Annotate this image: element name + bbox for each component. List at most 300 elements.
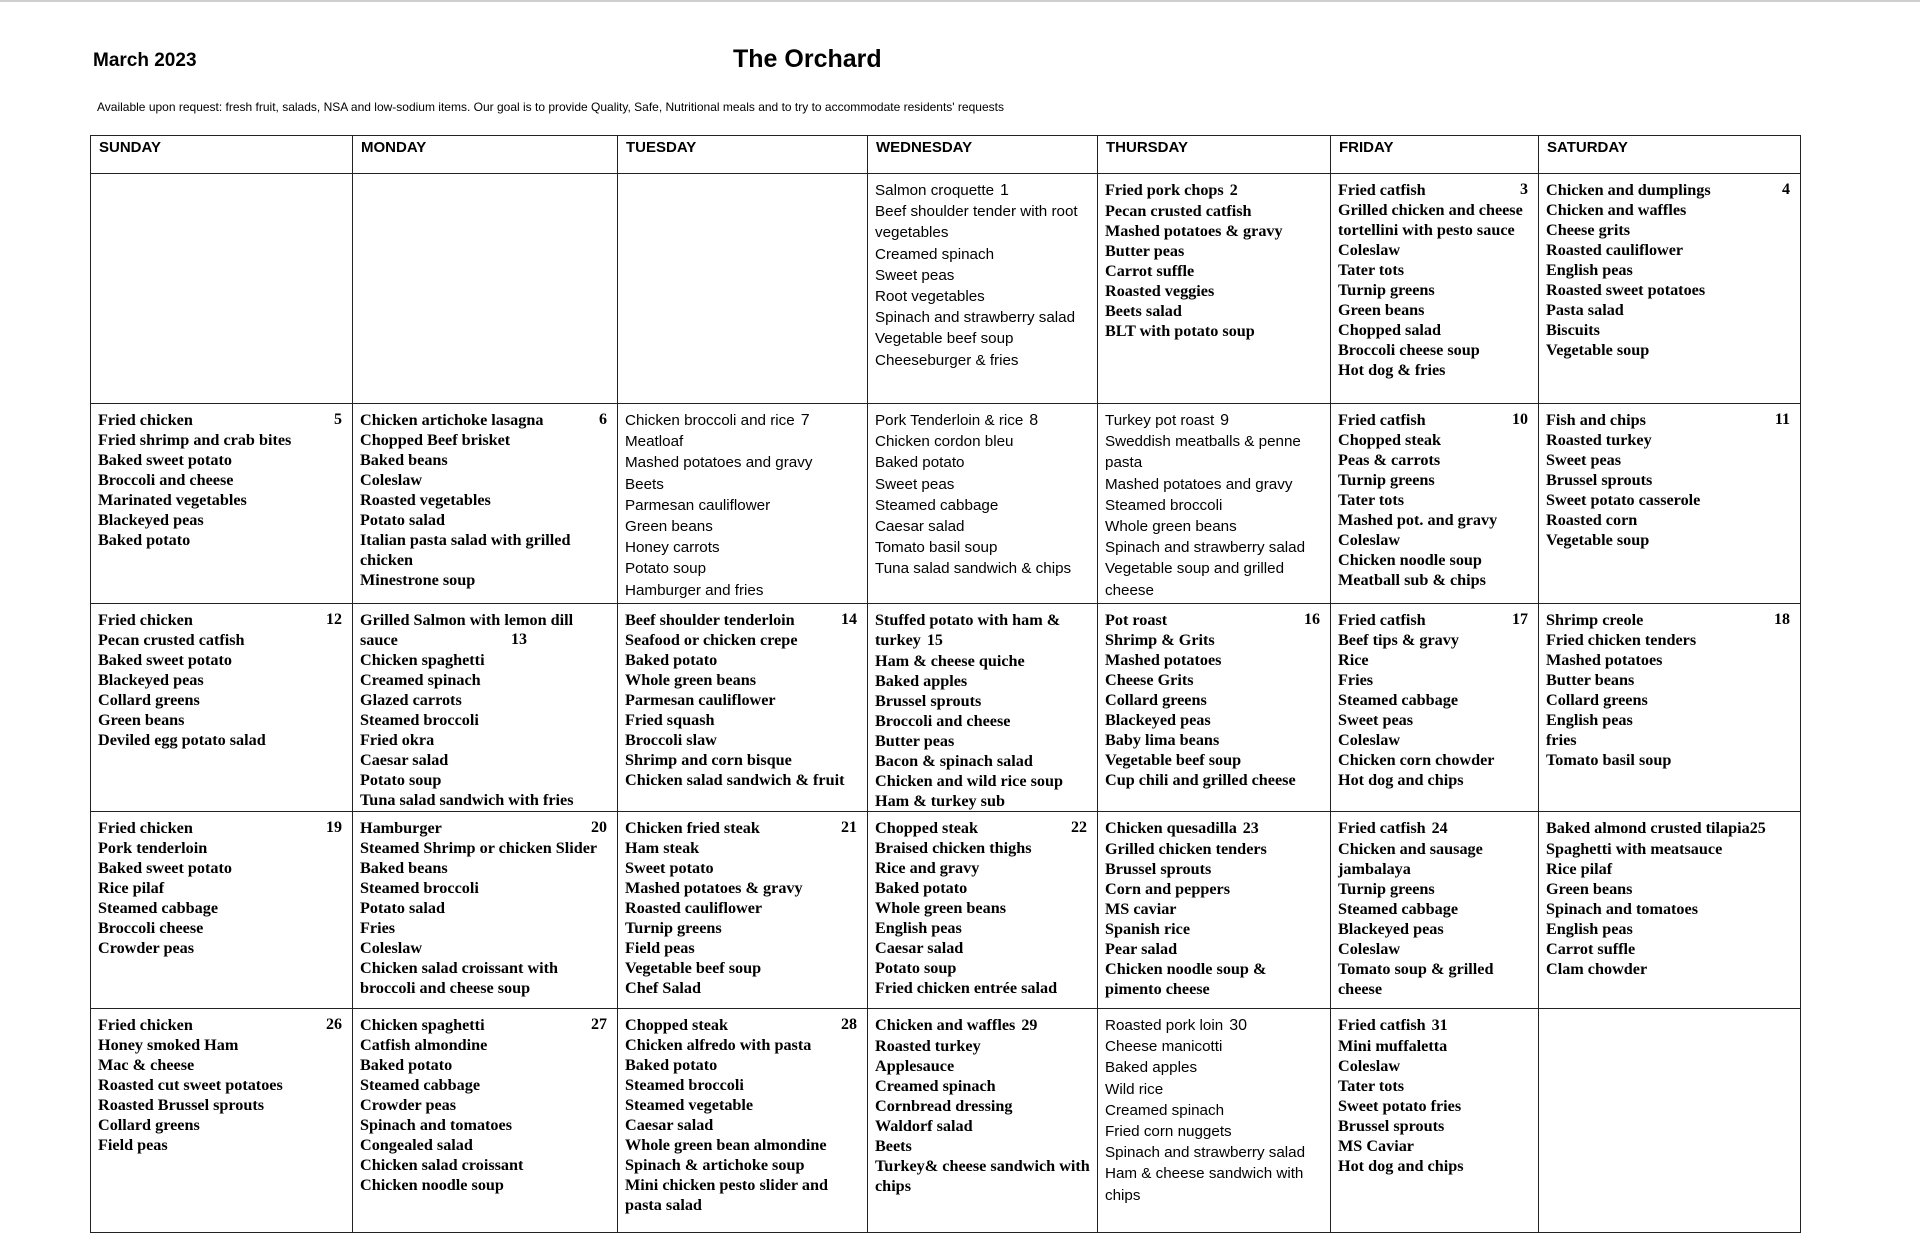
- menu-items: [868, 604, 1097, 811]
- day-number: 19: [326, 819, 342, 836]
- day-cell: [1331, 404, 1539, 604]
- weekday-header-tuesday: TUESDAY: [618, 136, 868, 174]
- menu-item: Fish and chips: [1546, 411, 1646, 429]
- menu-item: Fries: [1338, 671, 1374, 689]
- menu-item: Chicken noodle soup & pimento cheese: [1105, 960, 1267, 998]
- menu-item: Pecan crusted catfish: [98, 631, 245, 649]
- day-cell: [91, 174, 353, 404]
- menu-item: Potato salad: [360, 899, 445, 917]
- menu-item: Chicken and dumplings: [1546, 181, 1711, 199]
- menu-item: Whole green bean almondine: [625, 1136, 827, 1154]
- day-number: 3: [1520, 181, 1528, 198]
- menu-item: Steamed broccoli: [360, 711, 479, 729]
- menu-item: Baked potato: [875, 879, 968, 897]
- menu-item: Rice pilaf: [98, 879, 165, 897]
- menu-item: Tater tots: [1338, 261, 1405, 279]
- menu-item: Green beans: [1546, 880, 1633, 898]
- day-number: 24: [1431, 820, 1448, 837]
- menu-item: Fried catfish: [1338, 411, 1426, 429]
- menu-item: Baked potato: [625, 651, 718, 669]
- menu-item: Beef tips & gravy: [1338, 631, 1459, 649]
- menu-item: English peas: [1546, 711, 1633, 729]
- menu-item: Mini chicken pesto slider and pasta salad: [625, 1176, 828, 1214]
- menu-item: Hot dog and chips: [1338, 1157, 1464, 1175]
- menu-items: [618, 404, 867, 601]
- menu-items: [868, 404, 1097, 580]
- menu-item: Chicken salad croissant with broccoli and cheese soup: [360, 959, 559, 997]
- day-cell: [353, 604, 618, 812]
- menu-item: Hamburger and fries: [625, 581, 764, 599]
- day-cell: [868, 604, 1098, 812]
- menu-item: Baked potato: [625, 1056, 718, 1074]
- menu-item: Whole green beans: [875, 899, 1007, 917]
- menu-item: Butter peas: [1105, 242, 1185, 260]
- menu-item: Turkey& cheese sandwich with chips: [875, 1157, 1090, 1195]
- menu-item: Chicken cordon bleu: [875, 433, 1014, 451]
- day-number: 8: [1029, 412, 1039, 429]
- menu-item: Sweet potato casserole: [1546, 491, 1701, 509]
- menu-item: Butter peas: [875, 732, 955, 750]
- day-number: 7: [800, 412, 810, 429]
- menu-item: Cheeseburger & fries: [875, 351, 1019, 369]
- menu-item: Broccoli cheese: [98, 919, 204, 937]
- menu-item: Cheese Grits: [1105, 671, 1194, 689]
- day-number: 21: [841, 819, 857, 836]
- menu-item: Fried okra: [360, 731, 435, 749]
- day-number: 27: [591, 1016, 607, 1033]
- menu-item: Coleslaw: [360, 471, 423, 489]
- menu-items: [1098, 1009, 1330, 1206]
- menu-item: Green beans: [625, 518, 713, 536]
- menu-item: Coleslaw: [360, 939, 423, 957]
- menu-item: Tomato basil soup: [875, 539, 998, 557]
- menu-item: Baked sweet potato: [98, 451, 232, 469]
- menu-item: Peas & carrots: [1338, 451, 1441, 469]
- menu-items: [868, 812, 1097, 998]
- menu-item: Spinach and tomatoes: [1546, 900, 1699, 918]
- menu-items: [868, 174, 1097, 371]
- menu-item: Creamed spinach: [875, 1077, 996, 1095]
- weekday-header-sunday: SUNDAY: [91, 136, 353, 174]
- menu-item: Chopped steak: [875, 819, 978, 837]
- menu-items: [1539, 604, 1800, 770]
- menu-item: Cheese grits: [1546, 221, 1631, 239]
- menu-item: Potato soup: [625, 560, 707, 578]
- week-row: [91, 604, 1801, 812]
- menu-item: Turnip greens: [625, 919, 722, 937]
- menu-item: Corn and peppers: [1105, 880, 1231, 898]
- menu-item: Mini muffaletta: [1338, 1037, 1448, 1055]
- day-number: 29: [1021, 1017, 1038, 1034]
- menu-item: Cup chili and grilled cheese: [1105, 771, 1296, 789]
- menu-item: Pecan crusted catfish: [1105, 202, 1252, 220]
- day-cell: [1331, 812, 1539, 1009]
- menu-item: Carrot suffle: [1105, 262, 1195, 280]
- menu-item: Turnip greens: [1338, 880, 1435, 898]
- menu-item: Clam chowder: [1546, 960, 1648, 978]
- menu-item: Spinach & artichoke soup: [625, 1156, 805, 1174]
- menu-item: English peas: [875, 919, 962, 937]
- menu-item: Spanish rice: [1105, 920, 1191, 938]
- day-cell: [618, 604, 868, 812]
- day-number: 5: [334, 411, 342, 428]
- menu-items: [353, 604, 617, 810]
- weekday-header-saturday: SATURDAY: [1539, 136, 1801, 174]
- menu-item: Roasted turkey: [1546, 431, 1652, 449]
- menu-item: Beef shoulder tenderloin: [625, 611, 795, 629]
- menu-item: Baked sweet potato: [98, 859, 232, 877]
- menu-item: BLT with potato soup: [1105, 322, 1255, 340]
- menu-item: Chef Salad: [625, 979, 702, 997]
- day-number: 20: [591, 819, 607, 836]
- menu-item: Blackeyed peas: [1105, 711, 1211, 729]
- menu-items: [1098, 604, 1330, 790]
- day-cell: [1098, 604, 1331, 812]
- menu-item: Sweet peas: [875, 475, 955, 493]
- menu-item: Pear salad: [1105, 940, 1178, 958]
- menu-item: Mac & cheese: [98, 1056, 195, 1074]
- day-number: 6: [599, 411, 607, 428]
- menu-item: Turnip greens: [1338, 471, 1435, 489]
- menu-item: Root vegetables: [875, 288, 985, 306]
- day-number: 1: [1000, 182, 1009, 199]
- menu-items: [1098, 174, 1330, 341]
- availability-note: Available upon request: fresh fruit, salads, NSA and low-sodium items. Our goal is to provide Quality, Safe, Nutritional meals and to try to accommodate residents' requests: [97, 100, 1004, 114]
- menu-item: Chopped salad: [1338, 321, 1442, 339]
- menu-item: Honey smoked Ham: [98, 1036, 239, 1054]
- menu-item: Roasted cauliflower: [625, 899, 763, 917]
- menu-items: [353, 1009, 617, 1195]
- day-number: 22: [1071, 819, 1087, 836]
- day-cell: [1331, 604, 1539, 812]
- menu-item: Fried catfish 24: [1338, 819, 1448, 837]
- menu-item: Potato salad: [360, 511, 445, 529]
- menu-item: Butter beans: [1546, 671, 1635, 689]
- menu-item: Catfish almondine: [360, 1036, 488, 1054]
- menu-item: Sweet potato fries: [1338, 1097, 1462, 1115]
- day-number: 15: [926, 632, 943, 649]
- menu-item: Minestrone soup: [360, 571, 476, 589]
- menu-item: Chicken noodle soup: [360, 1176, 504, 1194]
- menu-item: Whole green beans: [625, 671, 757, 689]
- menu-item: MS caviar: [1105, 900, 1177, 918]
- menu-item: Tater tots: [1338, 491, 1405, 509]
- menu-items: [91, 604, 352, 750]
- menu-item: Roasted pork loin 30: [1105, 1017, 1247, 1034]
- menu-item: Mashed potatoes & gravy: [1105, 222, 1283, 240]
- day-cell: [1539, 604, 1801, 812]
- day-cell: [353, 174, 618, 404]
- menu-item: Chicken corn chowder: [1338, 751, 1495, 769]
- menu-items: [618, 1009, 867, 1215]
- menu-item: Chicken and waffles 29: [875, 1016, 1038, 1034]
- weekday-header-wednesday: WEDNESDAY: [868, 136, 1098, 174]
- menu-item: Fried chicken: [98, 411, 193, 429]
- menu-item: Crowder peas: [360, 1096, 457, 1114]
- day-cell: [1331, 174, 1539, 404]
- menu-item: Turnip greens: [1338, 281, 1435, 299]
- day-number: 25: [1749, 820, 1766, 837]
- menu-item: English peas: [1546, 920, 1633, 938]
- menu-item: Spinach and strawberry salad: [875, 309, 1076, 327]
- day-cell: [1098, 1009, 1331, 1233]
- menu-item: Cheese manicotti: [1105, 1038, 1223, 1056]
- menu-item: Field peas: [625, 939, 695, 957]
- menu-item: Fried catfish: [1338, 181, 1426, 199]
- menu-item: Fried chicken tenders: [1546, 631, 1697, 649]
- day-cell: [618, 812, 868, 1009]
- menu-item: Pasta salad: [1546, 301, 1624, 319]
- menu-item: Baked sweet potato: [98, 651, 232, 669]
- menu-item: Congealed salad: [360, 1136, 473, 1154]
- menu-item: Potato soup: [875, 959, 957, 977]
- menu-item: Salmon croquette 1: [875, 182, 1009, 199]
- menu-item: Creamed spinach: [1105, 1101, 1225, 1119]
- menu-item: Beets: [875, 1137, 912, 1155]
- menu-item: Roasted corn: [1546, 511, 1638, 529]
- menu-item: English peas: [1546, 261, 1633, 279]
- menu-item: Roasted cauliflower: [1546, 241, 1684, 259]
- day-number: 30: [1229, 1017, 1247, 1034]
- menu-item: Mashed potatoes and gravy: [1105, 475, 1293, 493]
- menu-item: Chicken fried steak: [625, 819, 760, 837]
- menu-item: Tomato basil soup: [1546, 751, 1672, 769]
- menu-item: Parmesan cauliflower: [625, 496, 771, 514]
- menu-item: Ham & cheese sandwich with chips: [1105, 1165, 1304, 1204]
- menu-item: Crowder peas: [98, 939, 195, 957]
- menu-item: Steamed broccoli: [1105, 496, 1223, 514]
- menu-item: Broccoli cheese soup: [1338, 341, 1480, 359]
- menu-item: Fried corn nuggets: [1105, 1123, 1232, 1141]
- menu-month: March 2023: [93, 50, 197, 71]
- week-row: [91, 404, 1801, 604]
- menu-item: Fried pork chops 2: [1105, 181, 1238, 199]
- menu-item: Fried chicken: [98, 1016, 193, 1034]
- menu-item: Braised chicken thighs: [875, 839, 1032, 857]
- top-border-line: [0, 0, 1920, 2]
- menu-item: Mashed pot. and gravy: [1338, 511, 1498, 529]
- menu-item: Tater tots: [1338, 1077, 1405, 1095]
- facility-title: The Orchard: [733, 45, 882, 73]
- menu-item: Fried chicken: [98, 819, 193, 837]
- menu-items: [618, 812, 867, 998]
- menu-items: [1331, 1009, 1538, 1176]
- menu-item: Ham & turkey sub: [875, 792, 1005, 810]
- day-cell: [353, 1009, 618, 1233]
- menu-item: Bacon & spinach salad: [875, 752, 1033, 770]
- menu-item: Sweet peas: [1546, 451, 1622, 469]
- menu-item: Meatloaf: [625, 433, 684, 451]
- menu-item: Broccoli slaw: [625, 731, 717, 749]
- menu-items: [1331, 812, 1538, 999]
- menu-item: Biscuits: [1546, 321, 1600, 339]
- day-number: 23: [1242, 820, 1259, 837]
- day-cell: [868, 1009, 1098, 1233]
- menu-item: Pork tenderloin: [98, 839, 208, 857]
- menu-item: Vegetable beef soup: [1105, 751, 1242, 769]
- day-number: 10: [1512, 411, 1528, 428]
- menu-item: Shrimp & Grits: [1105, 631, 1215, 649]
- week-row: [91, 812, 1801, 1009]
- menu-item: Spinach and tomatoes: [360, 1116, 513, 1134]
- menu-item: Shrimp and corn bisque: [625, 751, 792, 769]
- menu-item: Sweddish meatballs & penne pasta: [1105, 433, 1301, 472]
- menu-item: Sweet peas: [875, 266, 955, 284]
- menu-item: Steamed broccoli: [625, 1076, 744, 1094]
- menu-item: Parmesan cauliflower: [625, 691, 776, 709]
- menu-item: Wild rice: [1105, 1080, 1164, 1098]
- menu-item: Creamed spinach: [360, 671, 481, 689]
- menu-item: Fried catfish 31: [1338, 1016, 1448, 1034]
- menu-item: Rice: [1338, 651, 1369, 669]
- day-cell: [1331, 1009, 1539, 1233]
- menu-item: Blackeyed peas: [98, 511, 204, 529]
- menu-item: Chicken quesadilla 23: [1105, 819, 1259, 837]
- menu-item: Steamed cabbage: [875, 496, 999, 514]
- menu-item: Broccoli and cheese: [875, 712, 1011, 730]
- day-cell: [868, 812, 1098, 1009]
- menu-item: Collard greens: [1105, 691, 1207, 709]
- menu-item: Chicken alfredo with pasta: [625, 1036, 812, 1054]
- menu-item: Baby lima beans: [1105, 731, 1220, 749]
- menu-item: Glazed carrots: [360, 691, 462, 709]
- menu-item: Tuna salad sandwich & chips: [875, 560, 1072, 578]
- day-number: 2: [1229, 182, 1238, 199]
- menu-item: Green beans: [98, 711, 185, 729]
- menu-item: Broccoli and cheese: [98, 471, 234, 489]
- menu-item: Spaghetti with meatsauce: [1546, 840, 1723, 858]
- menu-item: Creamed spinach: [875, 245, 995, 263]
- menu-item: Coleslaw: [1338, 731, 1401, 749]
- day-cell: [91, 604, 353, 812]
- day-number: 18: [1774, 611, 1790, 628]
- menu-item: Fried catfish: [1338, 611, 1426, 629]
- menu-item: Brussel sprouts: [1105, 860, 1212, 878]
- day-cell: [1539, 404, 1801, 604]
- menu-item: Vegetable soup: [1546, 341, 1650, 359]
- menu-item: Fried chicken: [98, 611, 193, 629]
- menu-item: Spinach and strawberry salad: [1105, 1144, 1306, 1162]
- menu-item: Roasted vegetables: [360, 491, 491, 509]
- day-cell: [91, 1009, 353, 1233]
- menu-item: Vegetable soup and grilled cheese: [1105, 560, 1285, 599]
- menu-item: Steamed vegetable: [625, 1096, 754, 1114]
- weekday-header-monday: MONDAY: [353, 136, 618, 174]
- menu-item: Waldorf salad: [875, 1117, 973, 1135]
- menu-item: Green beans: [1338, 301, 1425, 319]
- menu-item: Sweet potato: [625, 859, 714, 877]
- menu-items: [1539, 174, 1800, 360]
- day-number: 28: [841, 1016, 857, 1033]
- day-number: 16: [1304, 611, 1320, 628]
- menu-item: Fries: [360, 919, 396, 937]
- menu-item: Chicken salad sandwich & fruit: [625, 771, 845, 789]
- menu-item: Grilled chicken tenders: [1105, 840, 1267, 858]
- menu-items: [91, 812, 352, 958]
- menu-item: Italian pasta salad with grilled chicken: [360, 531, 571, 569]
- menu-item: Baked apples: [1105, 1059, 1198, 1077]
- menu-item: Blackeyed peas: [1338, 920, 1444, 938]
- menu-items: [1331, 404, 1538, 590]
- day-cell: [353, 812, 618, 1009]
- day-number: 11: [1774, 411, 1790, 428]
- menu-item: Vegetable beef soup: [625, 959, 762, 977]
- menu-item: Baked beans: [360, 859, 448, 877]
- menu-item: Fried squash: [625, 711, 715, 729]
- day-cell: [618, 1009, 868, 1233]
- menu-item: Hot dog & fries: [1338, 361, 1446, 379]
- menu-items: [618, 604, 867, 790]
- menu-item: Honey carrots: [625, 539, 720, 557]
- menu-item: Baked almond crusted tilapia25: [1546, 819, 1766, 837]
- menu-item: Baked potato: [875, 454, 965, 472]
- day-number: 17: [1512, 611, 1528, 628]
- menu-item: Coleslaw: [1338, 1057, 1401, 1075]
- menu-item: Roasted veggies: [1105, 282, 1215, 300]
- menu-item: Spinach and strawberry salad: [1105, 539, 1306, 557]
- menu-item: Chopped steak: [625, 1016, 728, 1034]
- day-cell: [91, 812, 353, 1009]
- menu-item: Coleslaw: [1338, 940, 1401, 958]
- menu-item: Mashed potatoes & gravy: [625, 879, 803, 897]
- menu-item: Steamed broccoli: [360, 879, 479, 897]
- menu-item: Caesar salad: [875, 939, 964, 957]
- day-cell: [868, 404, 1098, 604]
- menu-item: Mashed potatoes and gravy: [625, 454, 813, 472]
- weekday-header-friday: FRIDAY: [1331, 136, 1539, 174]
- day-cell: [91, 404, 353, 604]
- menu-item: Pot roast: [1105, 611, 1168, 629]
- menu-item: Baked apples: [875, 672, 968, 690]
- menu-items: [91, 174, 352, 180]
- menu-item: Vegetable soup: [1546, 531, 1650, 549]
- day-number: 12: [326, 611, 342, 628]
- day-number: 4: [1782, 181, 1790, 198]
- menu-item: Fried shrimp and crab bites: [98, 431, 292, 449]
- day-number: 31: [1431, 1017, 1448, 1034]
- menu-item: Chicken artichoke lasagna: [360, 411, 544, 429]
- menu-item: Ham steak: [625, 839, 700, 857]
- menu-item: Roasted Brussel sprouts: [98, 1096, 265, 1114]
- menu-item: Chicken broccoli and rice 7: [625, 412, 810, 429]
- menu-item: Beets: [625, 475, 664, 493]
- menu-items: [91, 404, 352, 550]
- menu-item: Collard greens: [98, 1116, 200, 1134]
- menu-item: Turkey pot roast 9: [1105, 412, 1230, 429]
- menu-item: Brussel sprouts: [1338, 1117, 1445, 1135]
- menu-items: [353, 174, 617, 180]
- menu-item: Baked potato: [98, 531, 191, 549]
- menu-item: Steamed Shrimp or chicken Slider: [360, 839, 598, 857]
- day-cell: [1539, 174, 1801, 404]
- menu-item: Brussel sprouts: [875, 692, 982, 710]
- menu-item: Chicken spaghetti: [360, 1016, 485, 1034]
- menu-items: [1539, 404, 1800, 550]
- day-cell: [353, 404, 618, 604]
- menu-item: Roasted turkey: [875, 1037, 981, 1055]
- menu-item: Steamed cabbage: [1338, 691, 1459, 709]
- day-cell: [1539, 1009, 1801, 1233]
- week-row: [91, 174, 1801, 404]
- menu-items: [868, 1009, 1097, 1196]
- menu-item: Grilled Salmon with lemon dill sauce: [360, 611, 574, 649]
- menu-items: [618, 174, 867, 180]
- menu-item: Fried chicken entrée salad: [875, 979, 1058, 997]
- menu-item: MS Caviar: [1338, 1137, 1414, 1155]
- menu-item: Rice pilaf: [1546, 860, 1613, 878]
- menu-item: Steamed cabbage: [360, 1076, 481, 1094]
- day-number: 9: [1220, 412, 1230, 429]
